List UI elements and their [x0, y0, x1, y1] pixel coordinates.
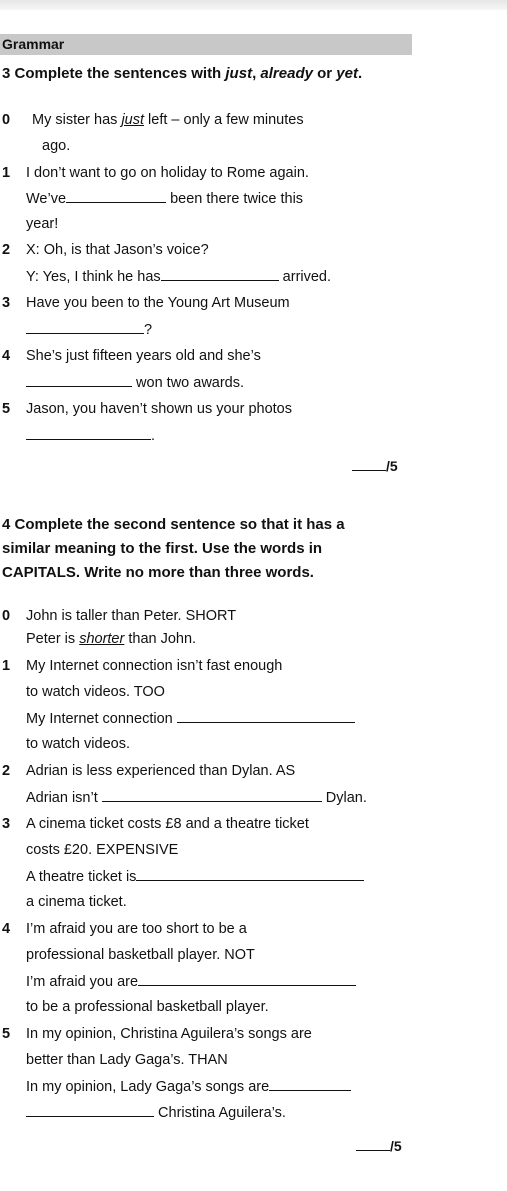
sentence-line: John is taller than Peter. SHORT	[26, 608, 237, 624]
sentence-line: .	[26, 425, 155, 446]
sentence-line: Adrian isn’t Dylan.	[26, 787, 367, 808]
sentence-line: Christina Aguilera’s.	[26, 1102, 286, 1123]
sentence-line: She’s just fifteen years old and she’s	[26, 348, 261, 364]
sentence-line: ?	[26, 319, 152, 340]
sentence-line: A cinema ticket costs £8 and a theatre ticket	[26, 816, 309, 832]
item-number: 0	[2, 608, 11, 624]
section-title: Grammar	[0, 34, 412, 55]
sentence-line: to watch videos. TOO	[26, 684, 165, 700]
answer-blank[interactable]	[138, 971, 356, 986]
sentence-line: Have you been to the Young Art Museum	[26, 295, 290, 311]
item-number: 2	[2, 242, 11, 258]
sentence-line: A theatre ticket is	[26, 866, 364, 887]
sentence-line: Adrian is less experienced than Dylan. AS	[26, 763, 296, 779]
score-blank[interactable]	[352, 456, 386, 471]
item-number: 4	[2, 921, 11, 937]
sentence-line: to be a professional basketball player.	[26, 999, 269, 1015]
exercise-instruction: CAPITALS. Write no more than three words.	[2, 564, 314, 581]
item-number: 1	[2, 165, 11, 181]
sentence-line: X: Oh, is that Jason’s voice?	[26, 242, 209, 258]
sentence-line: My sister has just left – only a few minutes	[32, 112, 304, 128]
sentence-line: better than Lady Gaga’s. THAN	[26, 1052, 228, 1068]
answer-blank[interactable]	[102, 787, 322, 802]
sentence-line: Jason, you haven’t shown us your photos	[26, 401, 292, 417]
score-blank[interactable]	[356, 1136, 390, 1151]
item-number: 4	[2, 348, 11, 364]
sentence-line: I’m afraid you are too short to be a	[26, 921, 247, 937]
answer-blank[interactable]	[161, 266, 279, 281]
answer-blank[interactable]	[26, 1102, 154, 1117]
sentence-line: Y: Yes, I think he has arrived.	[26, 266, 331, 287]
answer-blank[interactable]	[26, 372, 132, 387]
answer-blank[interactable]	[136, 866, 364, 881]
answer-blank[interactable]	[66, 188, 166, 203]
sentence-line: In my opinion, Lady Gaga’s songs are	[26, 1076, 351, 1097]
sentence-line: ago.	[42, 138, 71, 154]
item-number: 5	[2, 401, 11, 417]
score-box: /5	[352, 456, 398, 476]
sentence-line: Peter is shorter than John.	[26, 631, 197, 647]
answer-blank[interactable]	[26, 425, 151, 440]
sentence-line: We’ve been there twice this	[26, 188, 303, 209]
sentence-line: I don’t want to go on holiday to Rome again.	[26, 165, 309, 181]
exercise-instruction: similar meaning to the first. Use the words in	[2, 540, 323, 557]
sentence-line: to watch videos.	[26, 736, 130, 752]
item-number: 3	[2, 295, 11, 311]
item-number: 3	[2, 816, 11, 832]
sentence-line: In my opinion, Christina Aguilera’s songs are	[26, 1026, 312, 1042]
sentence-line: a cinema ticket.	[26, 894, 127, 910]
sentence-line: won two awards.	[26, 372, 244, 393]
sentence-line: I’m afraid you are	[26, 971, 356, 992]
sentence-line: My Internet connection	[26, 708, 355, 729]
sentence-line: year!	[26, 216, 59, 232]
answer-blank[interactable]	[26, 319, 144, 334]
sentence-line: costs £20. EXPENSIVE	[26, 842, 179, 858]
exercise-instruction: 4 Complete the second sentence so that it has a	[2, 516, 345, 533]
answer-blank[interactable]	[269, 1076, 351, 1091]
item-number: 5	[2, 1026, 11, 1042]
item-number: 0	[2, 112, 11, 128]
sentence-line: professional basketball player. NOT	[26, 947, 255, 963]
top-band	[0, 0, 507, 10]
exercise-instruction: 3 Complete the sentences with just, already or yet.	[2, 65, 363, 82]
score-box: /5	[356, 1136, 402, 1156]
item-number: 2	[2, 763, 11, 779]
item-number: 1	[2, 658, 11, 674]
answer-blank[interactable]	[177, 708, 355, 723]
sentence-line: My Internet connection isn’t fast enough	[26, 658, 283, 674]
